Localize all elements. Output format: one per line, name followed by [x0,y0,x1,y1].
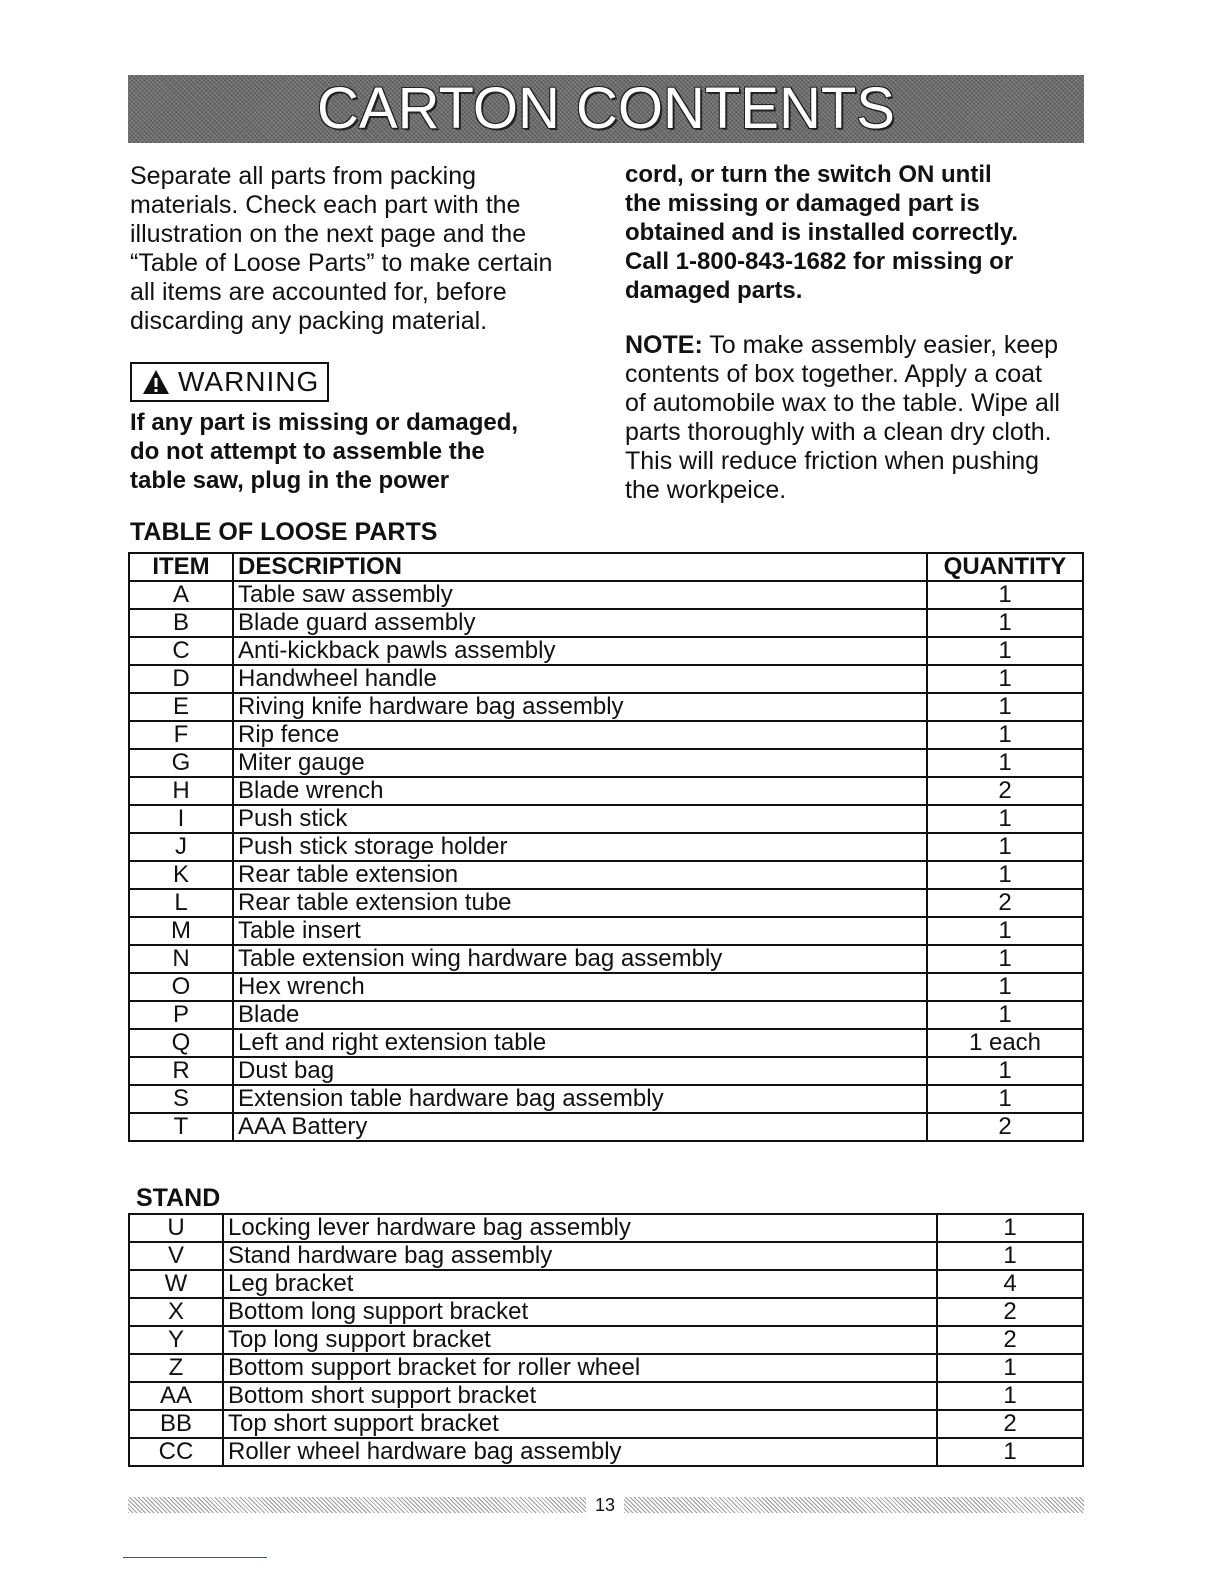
row-item: S [129,1085,233,1113]
row-item: CC [129,1438,223,1466]
row-description: Handwheel handle [233,665,927,693]
row-quantity: 1 [927,721,1083,749]
row-quantity: 2 [927,889,1083,917]
table-row [129,1270,1083,1298]
row-quantity: 1 [927,805,1083,833]
row-description: Anti-kickback pawls assembly [233,637,927,665]
table-row [129,1438,1083,1466]
warning-line: damaged parts. [625,277,803,304]
row-item: X [129,1298,223,1326]
row-item: A [129,581,233,609]
note-line: parts thoroughly with a clean dry cloth. [625,418,1052,446]
row-description: Riving knife hardware bag assembly [233,693,927,721]
header-description: DESCRIPTION [233,553,927,581]
table-row [129,1057,1083,1085]
row-item: B [129,609,233,637]
loose-parts-table [128,552,1084,1142]
table-row [129,861,1083,889]
page-number: 13 [594,1495,616,1515]
note-paragraph [625,331,1095,505]
row-item: Y [129,1326,223,1354]
row-description: Table extension wing hardware bag assembly [233,945,927,973]
page-title: CARTON CONTENTS [317,76,895,141]
row-quantity: 1 [927,973,1083,1001]
row-quantity: 2 [927,1113,1083,1141]
row-description: Blade wrench [233,777,927,805]
right-column [625,160,1095,505]
row-item: L [129,889,233,917]
table-row [129,973,1083,1001]
row-item: F [129,721,233,749]
table-row [129,917,1083,945]
table-row [129,1113,1083,1141]
row-description: Top short support bracket [223,1410,937,1438]
warning-line: cord, or turn the switch ON until [625,161,992,188]
row-item: E [129,693,233,721]
row-description: Blade [233,1001,927,1029]
warning-line: do not attempt to assemble the [130,438,485,465]
table-row [129,749,1083,777]
left-column [130,162,590,495]
intro-line: all items are accounted for, before [130,278,507,306]
row-item: U [129,1214,223,1242]
header-item: ITEM [129,553,233,581]
warning-label: WARNING [178,366,320,397]
row-description: Blade guard assembly [233,609,927,637]
row-item: N [129,945,233,973]
row-description: Locking lever hardware bag assembly [223,1214,937,1242]
row-item: Q [129,1029,233,1057]
row-item: G [129,749,233,777]
row-item: T [129,1113,233,1141]
table-row [129,1298,1083,1326]
bottom-rule [123,1557,267,1558]
note-line: This will reduce friction when pushing [625,447,1040,475]
table-title: TABLE OF LOOSE PARTS [130,518,438,546]
note-label: NOTE: [625,331,703,359]
row-item: M [129,917,233,945]
row-description: Roller wheel hardware bag assembly [223,1438,937,1466]
row-quantity: 1 [927,833,1083,861]
table-row [129,1410,1083,1438]
row-description: Push stick [233,805,927,833]
row-quantity: 1 [937,1242,1083,1270]
stand-parts-table [128,1213,1084,1467]
intro-paragraph [130,162,590,336]
row-description: Left and right extension table [233,1029,927,1057]
table-row [129,777,1083,805]
table-row [129,1001,1083,1029]
warning-line: If any part is missing or damaged, [130,409,519,436]
table-row [129,945,1083,973]
row-quantity: 1 [927,609,1083,637]
intro-line: illustration on the next page and the [130,220,527,248]
warning-text [130,408,590,495]
row-quantity: 1 [927,861,1083,889]
row-quantity: 1 [927,693,1083,721]
row-description: Push stick storage holder [233,833,927,861]
table-row [129,805,1083,833]
row-description: Top long support bracket [223,1326,937,1354]
row-quantity: 1 [937,1382,1083,1410]
table-row [129,1354,1083,1382]
row-quantity: 1 [927,637,1083,665]
stand-section-label: STAND [136,1184,221,1212]
intro-line: discarding any packing material. [130,307,488,335]
row-quantity: 2 [937,1298,1083,1326]
intro-line: Separate all parts from packing [130,162,477,190]
footer-rule-right [624,1497,1084,1513]
table-row [129,889,1083,917]
warning-line: obtained and is installed correctly. [625,219,1018,246]
table-row [129,1242,1083,1270]
table-row [129,1085,1083,1113]
row-description: Stand hardware bag assembly [223,1242,937,1270]
row-quantity: 1 [937,1214,1083,1242]
row-quantity: 1 [927,1057,1083,1085]
warning-line: the missing or damaged part is [625,190,980,217]
row-item: H [129,777,233,805]
row-description: Table saw assembly [233,581,927,609]
row-item: AA [129,1382,223,1410]
table-row [129,637,1083,665]
warning-continued [625,160,1095,305]
row-quantity: 2 [927,777,1083,805]
row-description: Miter gauge [233,749,927,777]
footer-rule-left [128,1497,586,1513]
intro-line: materials. Check each part with the [130,191,521,219]
row-quantity: 2 [937,1326,1083,1354]
title-banner [128,75,1084,143]
row-item: J [129,833,233,861]
row-description: Bottom long support bracket [223,1298,937,1326]
row-quantity: 1 [927,581,1083,609]
warning-line: table saw, plug in the power [130,467,450,494]
row-quantity: 1 [937,1438,1083,1466]
note-line: contents of box together. Apply a coat [625,360,1042,388]
row-quantity: 1 [937,1354,1083,1382]
row-quantity: 2 [937,1410,1083,1438]
row-description: Extension table hardware bag assembly [233,1085,927,1113]
row-quantity: 1 [927,945,1083,973]
row-item: BB [129,1410,223,1438]
row-item: W [129,1270,223,1298]
row-item: P [129,1001,233,1029]
table-row [129,1029,1083,1057]
row-description: Bottom support bracket for roller wheel [223,1354,937,1382]
row-description: Rip fence [233,721,927,749]
table-row [129,721,1083,749]
table-row [129,1382,1083,1410]
row-item: V [129,1242,223,1270]
table-row [129,609,1083,637]
row-quantity: 1 [927,1085,1083,1113]
row-item: C [129,637,233,665]
row-item: K [129,861,233,889]
row-item: R [129,1057,233,1085]
table-row [129,665,1083,693]
row-description: Leg bracket [223,1270,937,1298]
warning-triangle-icon [142,369,170,395]
row-description: Rear table extension tube [233,889,927,917]
note-line: of automobile wax to the table. Wipe all [625,389,1060,417]
table-header-row [129,553,1083,581]
row-item: Z [129,1354,223,1382]
row-description: Bottom short support bracket [223,1382,937,1410]
table-row [129,833,1083,861]
row-item: I [129,805,233,833]
row-description: Table insert [233,917,927,945]
row-description: Hex wrench [233,973,927,1001]
row-description: AAA Battery [233,1113,927,1141]
header-quantity: QUANTITY [927,553,1083,581]
row-item: D [129,665,233,693]
row-description: Dust bag [233,1057,927,1085]
row-quantity: 1 [927,665,1083,693]
row-quantity: 1 [927,749,1083,777]
row-quantity: 4 [937,1270,1083,1298]
row-description: Rear table extension [233,861,927,889]
row-quantity: 1 each [927,1029,1083,1057]
table-row [129,693,1083,721]
row-quantity: 1 [927,1001,1083,1029]
table-row [129,1214,1083,1242]
warning-line: Call 1-800-843-1682 for missing or [625,248,1014,275]
warning-box [130,362,329,402]
row-quantity: 1 [927,917,1083,945]
row-item: O [129,973,233,1001]
table-row [129,1326,1083,1354]
table-row [129,581,1083,609]
intro-line: “Table of Loose Parts” to make certain [130,249,553,277]
note-line: To make assembly easier, keep [702,331,1059,359]
note-line: the workpeice. [625,476,787,504]
